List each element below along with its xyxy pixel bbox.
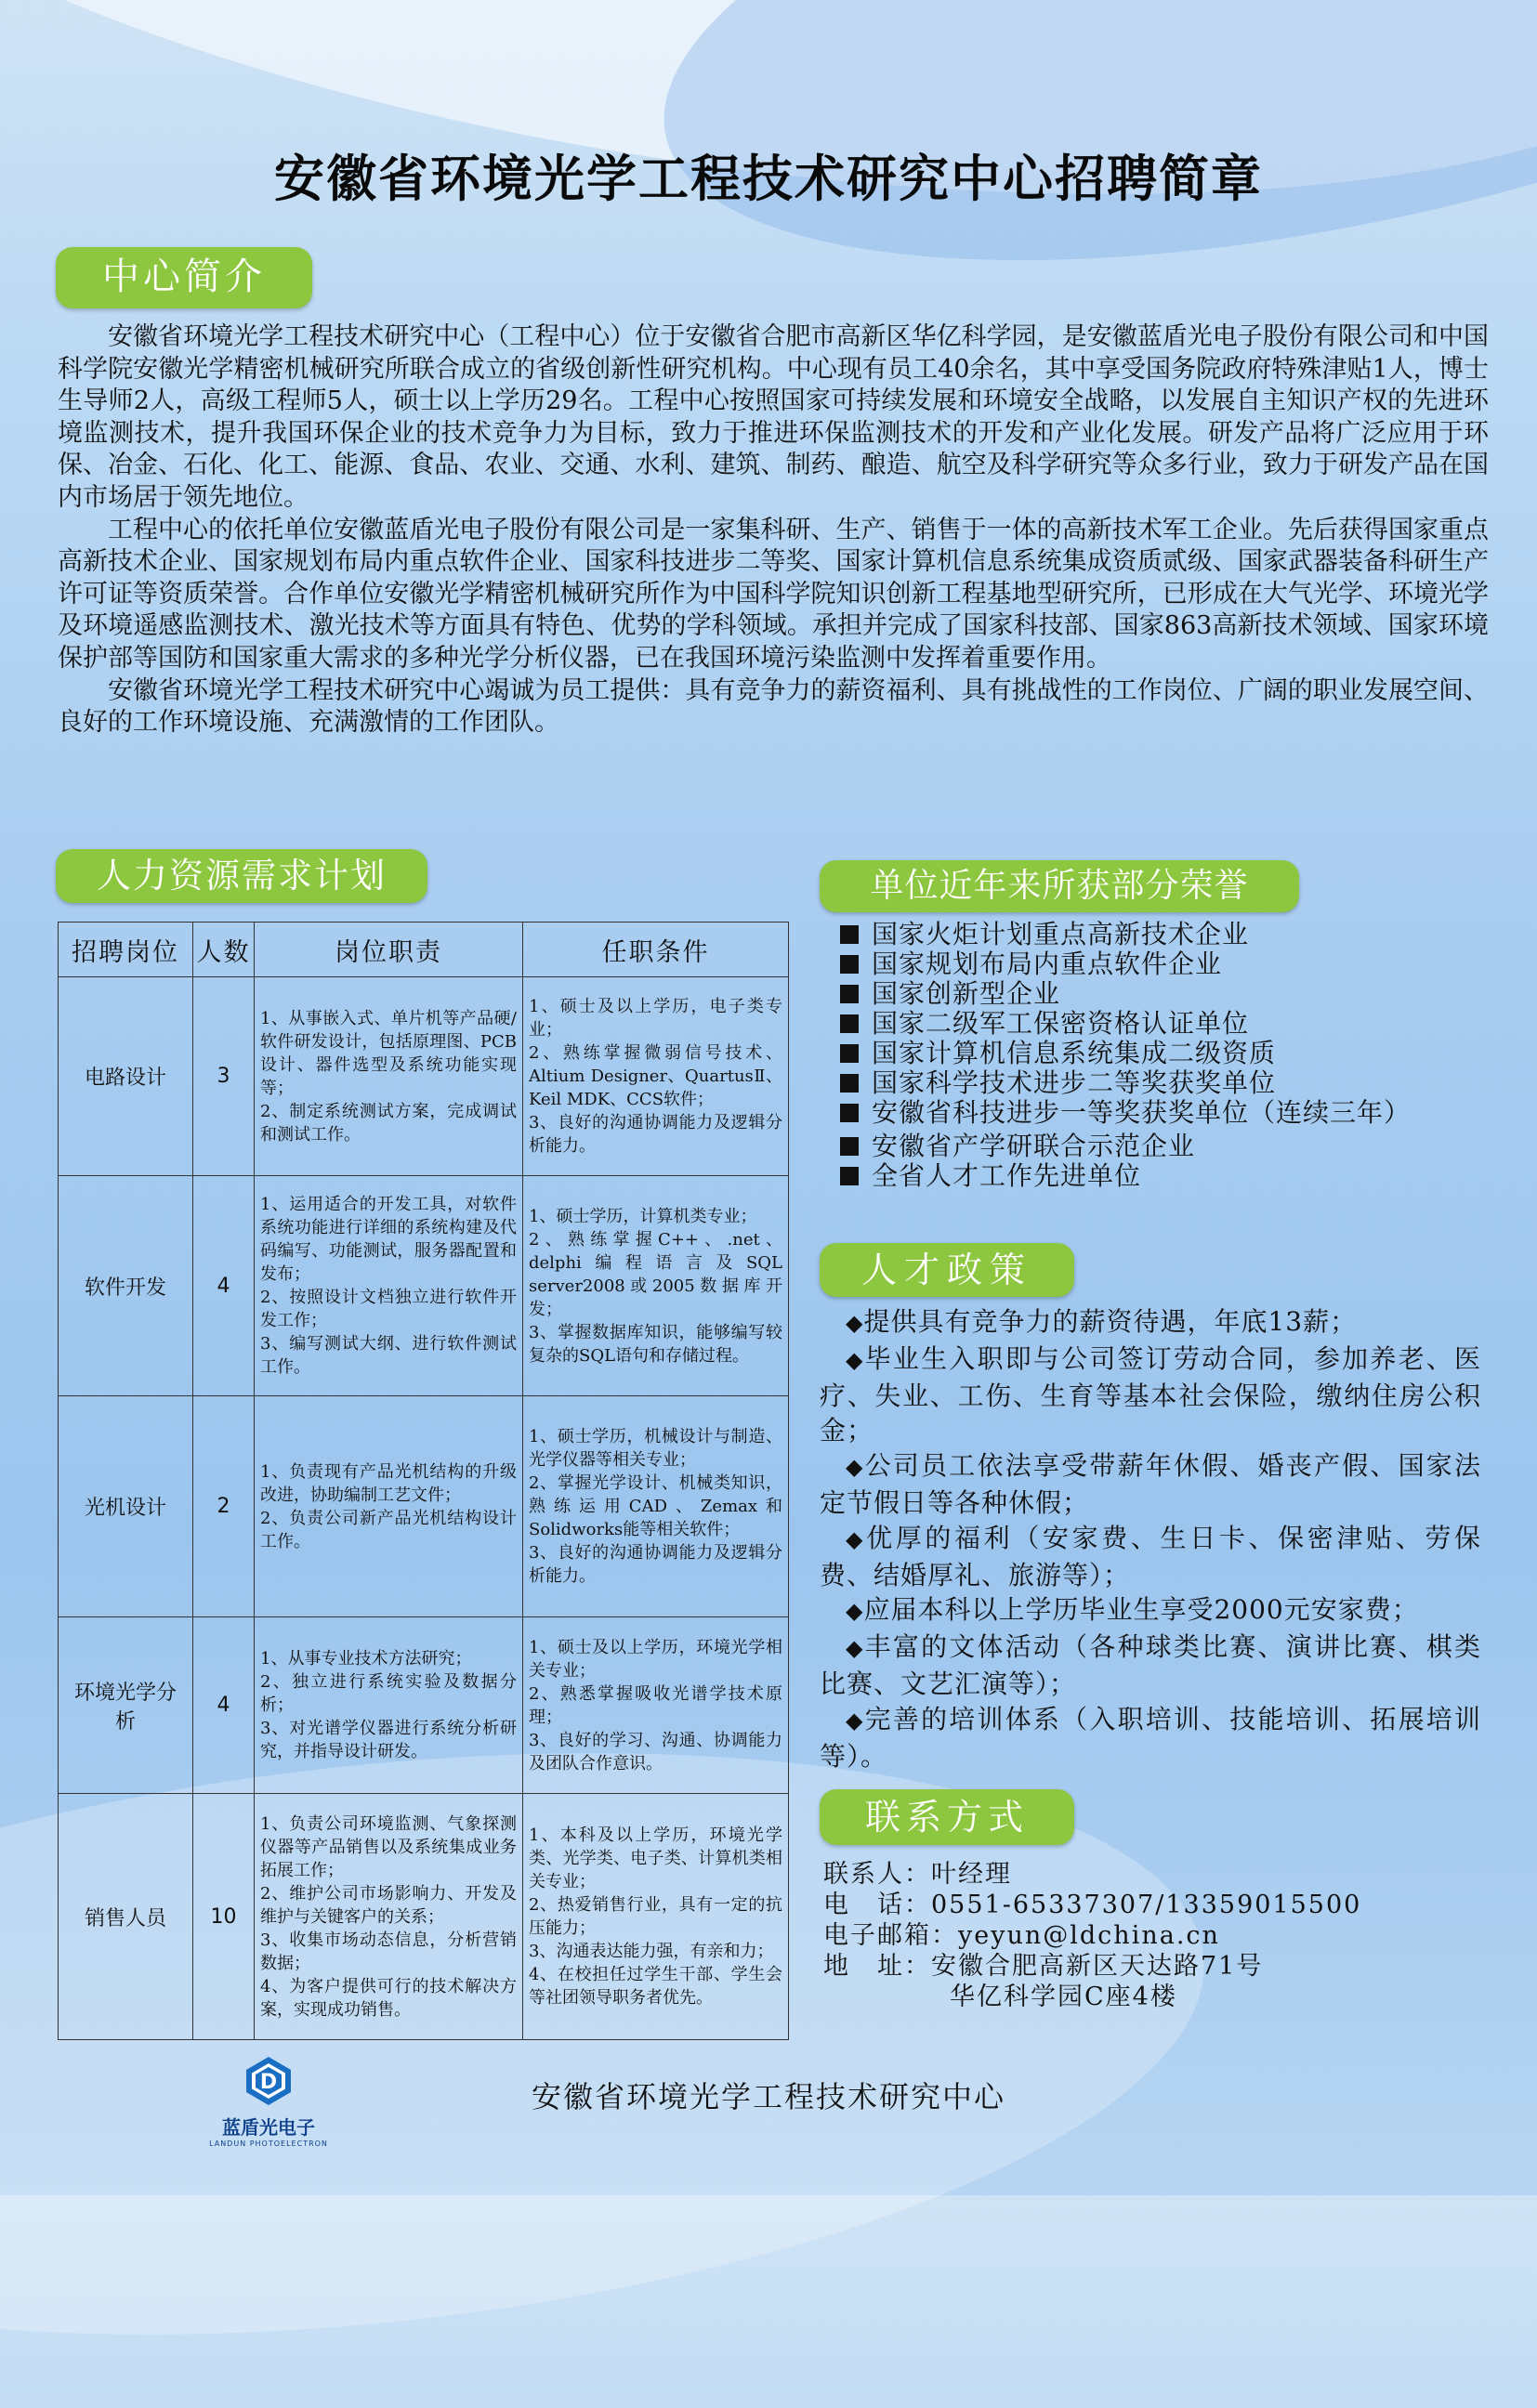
honor-text: 国家规划布局内重点软件企业	[872, 949, 1223, 979]
list-item	[820, 1592, 1481, 1629]
contact-label: 电子邮箱：	[823, 1921, 958, 1950]
table-header: 人数	[193, 923, 255, 977]
intro-paragraph: 安徽省环境光学工程技术研究中心（工程中心）位于安徽省合肥市高新区华亿科学园，是安徽蓝盾光电子股份有限公司和中国科学院安徽光学精密机械研究所联合成立的省级创新性研究机构。中心现有员工40余名，其中享受国务院政府特殊津贴1人，博士生导师2人，高级工程师5人，硕士以上学历29名。工程中心按照国家可持续发展和环境安全战略，以发展自主知识产权的先进环境监测技术，提升我国环保企业的技术竞争力为目标，致力于推进环保监测技术的开发和产业化发展。研发产品将广泛应用于环保、冶金、石化、化工、能源、食品、农业、交通、水利、建筑、制药、酿造、航空及科学研究等众多行业，致力于研发产品在国内市场居于领先地位。	[58, 322, 1489, 512]
list-item	[820, 1009, 1489, 1039]
honor-text: 安徽省科技进步一等奖获奖单位（连续三年）	[872, 1097, 1412, 1128]
policy-text: 毕业生入职即与公司签订劳动合同，参加养老、医疗、失业、工伤、生育等基本社会保险，缴纳住房公积金；	[820, 1342, 1481, 1446]
position-cell: 销售人员	[59, 1794, 193, 2040]
requirements-text: 1、硕士及以上学历，环境光学相关专业； 2、熟悉掌握吸收光谱学技术原理； 3、良好的学习、沟通、协调能力及团队合作意识。	[529, 1637, 782, 1773]
square-bullet-icon	[840, 1014, 859, 1033]
duties-text: 1、负责公司环境监测、气象探测仪器等产品销售以及系统集成业务拓展工作； 2、维护公司市场影响力、开发及维护与关键客户的关系； 3、收集市场动态信息，分析营销数据； 4、为客户提供可行的技术解决方案，实现成功销售。	[260, 1813, 517, 2020]
policy-list	[820, 1304, 1481, 1773]
requirements-text: 1、硕士学历，机械设计与制造、光学仪器等相关专业； 2、掌握光学设计、机械类知识，熟练运用CAD、Zemax和Solidworks能等相关软件； 3、良好的沟通协调能力及逻辑分析能力。	[529, 1427, 782, 1586]
contact-phone-row	[823, 1890, 1492, 1920]
square-bullet-icon	[840, 1074, 859, 1093]
list-item	[820, 1629, 1481, 1702]
table-header: 岗位职责	[255, 923, 523, 977]
requirements-cell	[523, 1396, 789, 1617]
list-item	[820, 1068, 1489, 1098]
contact-phone[interactable]: 0551-65337307/13359015500	[931, 1891, 1362, 1919]
logo-letter: D	[259, 2071, 278, 2094]
page-title: 安徽省环境光学工程技术研究中心招聘简章	[274, 150, 1263, 208]
list-item	[820, 1702, 1481, 1774]
requirements-cell	[523, 977, 789, 1176]
contact-address: 华亿科学园C座4楼	[950, 1983, 1177, 2011]
diamond-bullet-icon: ◆	[846, 1635, 865, 1662]
list-item	[820, 1161, 1489, 1191]
diamond-bullet-icon: ◆	[846, 1598, 864, 1625]
requirements-cell	[523, 1617, 789, 1794]
count-cell: 3	[193, 977, 255, 1176]
duties-text: 1、从事专业技术方法研究； 2、独立进行系统实验及数据分析； 3、对光谱学仪器进行系统分析研究，并指导设计研发。	[260, 1649, 517, 1761]
policy-text: 提供具有竞争力的薪资待遇，年底13薪；	[863, 1306, 1358, 1337]
contact-person: 叶经理	[931, 1860, 1012, 1889]
section-heading-policy: 人才政策	[820, 1243, 1074, 1297]
list-item	[820, 1521, 1481, 1593]
honors-list	[820, 920, 1489, 1191]
policy-text: 应届本科以上学历毕业生享受2000元安家费；	[863, 1594, 1419, 1626]
list-item	[820, 1341, 1481, 1448]
diamond-bullet-icon: ◆	[846, 1525, 867, 1552]
count-cell: 2	[193, 1396, 255, 1617]
count-cell: 4	[193, 1176, 255, 1396]
recruitment-table	[58, 922, 789, 2040]
diamond-bullet-icon: ◆	[846, 1454, 865, 1481]
list-item	[820, 1039, 1489, 1068]
position-cell: 软件开发	[59, 1176, 193, 1396]
table-header: 招聘岗位	[59, 923, 193, 977]
logo-subtitle: LANDUN PHOTOELECTRON	[209, 2140, 328, 2148]
intro-text	[58, 321, 1489, 739]
contact-label: 地 址：	[823, 1952, 931, 1981]
square-bullet-icon	[840, 985, 859, 1003]
honor-text: 国家二级军工保密资格认证单位	[872, 1008, 1250, 1039]
contact-block	[823, 1859, 1492, 2012]
duties-cell	[255, 977, 523, 1176]
contact-email-row	[823, 1920, 1492, 1951]
contact-person-row	[823, 1859, 1492, 1890]
duties-text: 1、负责现有产品光机结构的升级改进，协助编制工艺文件； 2、负责公司新产品光机结构设计工作。	[260, 1461, 517, 1551]
table-row	[59, 977, 789, 1176]
contact-email[interactable]: yeyun@ldchina.cn	[958, 1921, 1220, 1950]
duties-cell	[255, 1617, 523, 1794]
table-row	[59, 1396, 789, 1617]
table-header-row	[59, 923, 789, 977]
list-item	[820, 1098, 1489, 1128]
requirements-text: 1、本科及以上学历，环境光学类、光学类、电子类、计算机类相关专业； 2、热爱销售行业，具有一定的抗压能力； 3、沟通表达能力强，有亲和力； 4、在校担任过学生干部、学生会等社团领导职务者优先。	[529, 1826, 782, 2008]
count-cell: 10	[193, 1794, 255, 2040]
square-bullet-icon	[840, 1167, 859, 1185]
contact-address-row	[823, 1951, 1492, 1982]
honor-text: 国家火炬计划重点高新技术企业	[872, 919, 1250, 949]
square-bullet-icon	[840, 1137, 859, 1156]
position-cell: 电路设计	[59, 977, 193, 1176]
list-item	[820, 1132, 1489, 1161]
intro-paragraph: 工程中心的依托单位安徽蓝盾光电子股份有限公司是一家集科研、生产、销售于一体的高新技术军工企业。先后获得国家重点高新技术企业、国家规划布局内重点软件企业、国家科技进步二等奖、国家计算机信息系统集成资质贰级、国家武器装备科研生产许可证等资质荣誉。合作单位安徽光学精密机械研究所作为中国科学院知识创新工程基地型研究所，已形成在大气光学、环境光学及环境遥感监测技术、激光技术等方面具有特色、优势的学科领域。承担并完成了国家科技部、国家863高新技术领域、国家环境保护部等国防和国家重大需求的多种光学分析仪器，已在我国环境污染监测中发挥着重要作用。	[58, 515, 1489, 673]
table-row	[59, 1176, 789, 1396]
honor-text: 全省人才工作先进单位	[872, 1160, 1142, 1191]
honor-text: 国家创新型企业	[872, 978, 1061, 1009]
count-cell: 4	[193, 1617, 255, 1794]
contact-address: 安徽合肥高新区天达路71号	[931, 1952, 1264, 1981]
list-item	[820, 1304, 1481, 1341]
duties-cell	[255, 1176, 523, 1396]
section-heading-honors: 单位近年来所获部分荣誉	[820, 860, 1299, 912]
honor-text: 国家计算机信息系统集成二级资质	[872, 1038, 1277, 1068]
policy-text: 完善的培训体系（入职培训、技能培训、拓展培训等）。	[820, 1703, 1481, 1772]
position-cell: 环境光学分析	[59, 1617, 193, 1794]
requirements-text: 1、硕士学历，计算机类专业； 2、熟练掌握C++、.net、delphi编程语言及SQL server2008或2005数据库开发； 3、掌握数据库知识，能够编写较复杂的SQL语句和存储过程。	[529, 1206, 782, 1366]
square-bullet-icon	[840, 1044, 859, 1063]
square-bullet-icon	[840, 925, 859, 944]
duties-cell	[255, 1794, 523, 2040]
square-bullet-icon	[840, 955, 859, 974]
table-row	[59, 1617, 789, 1794]
list-item	[820, 949, 1489, 979]
duties-text: 1、运用适合的开发工具，对软件系统功能进行详细的系统构建及代码编写、功能测试，服务器配置和发布； 2、按照设计文档独立进行软件开发工作； 3、编写测试大纲、进行软件测试工作。	[260, 1195, 517, 1377]
diamond-bullet-icon: ◆	[846, 1707, 865, 1734]
logo-name: 蓝盾光电子	[222, 2116, 315, 2139]
section-heading-intro: 中心简介	[56, 247, 312, 308]
list-item	[820, 920, 1489, 949]
requirements-text: 1、硕士及以上学历，电子类专业； 2、熟练掌握微弱信号技术、Altium Designer、QuartusⅡ、Keil MDK、CCS软件； 3、良好的沟通协调能力及逻辑分析能力。	[529, 997, 782, 1156]
duties-cell	[255, 1396, 523, 1617]
requirements-cell	[523, 1176, 789, 1396]
footer-organization: 安徽省环境光学工程技术研究中心	[531, 2079, 1005, 2114]
honor-text: 安徽省产学研联合示范企业	[872, 1131, 1196, 1161]
contact-address-row-2	[823, 1982, 1492, 2012]
policy-text: 公司员工依法享受带薪年休假、婚丧产假、国家法定节假日等各种休假；	[820, 1450, 1481, 1518]
diamond-bullet-icon: ◆	[846, 1346, 865, 1373]
policy-text: 丰富的文体活动（各种球类比赛、演讲比赛、棋类比赛、文艺汇演等）；	[820, 1631, 1481, 1699]
position-cell: 光机设计	[59, 1396, 193, 1617]
table-row	[59, 1794, 789, 2040]
duties-text: 1、从事嵌入式、单片机等产品硬/软件研发设计，包括原理图、PCB设计、器件选型及系统功能实现等； 2、制定系统测试方案，完成调试和测试工作。	[260, 1008, 517, 1145]
square-bullet-icon	[840, 1104, 859, 1122]
table-header: 任职条件	[523, 923, 789, 977]
contact-label: 联系人：	[823, 1860, 931, 1889]
intro-paragraph: 安徽省环境光学工程技术研究中心竭诚为员工提供：具有竞争力的薪资福利、具有挑战性的工作岗位、广阔的职业发展空间、良好的工作环境设施、充满激情的工作团队。	[58, 675, 1489, 738]
list-item	[820, 1448, 1481, 1521]
honor-text: 国家科学技术进步二等奖获奖单位	[872, 1067, 1277, 1098]
diamond-bullet-icon: ◆	[846, 1310, 864, 1336]
requirements-cell	[523, 1794, 789, 2040]
section-heading-hr: 人力资源需求计划	[56, 849, 427, 903]
list-item	[820, 979, 1489, 1009]
contact-label: 电 话：	[823, 1891, 931, 1919]
section-heading-contact: 联系方式	[820, 1789, 1074, 1845]
policy-text: 优厚的福利（安家费、生日卡、保密津贴、劳保费、结婚厚礼、旅游等）；	[820, 1522, 1481, 1590]
